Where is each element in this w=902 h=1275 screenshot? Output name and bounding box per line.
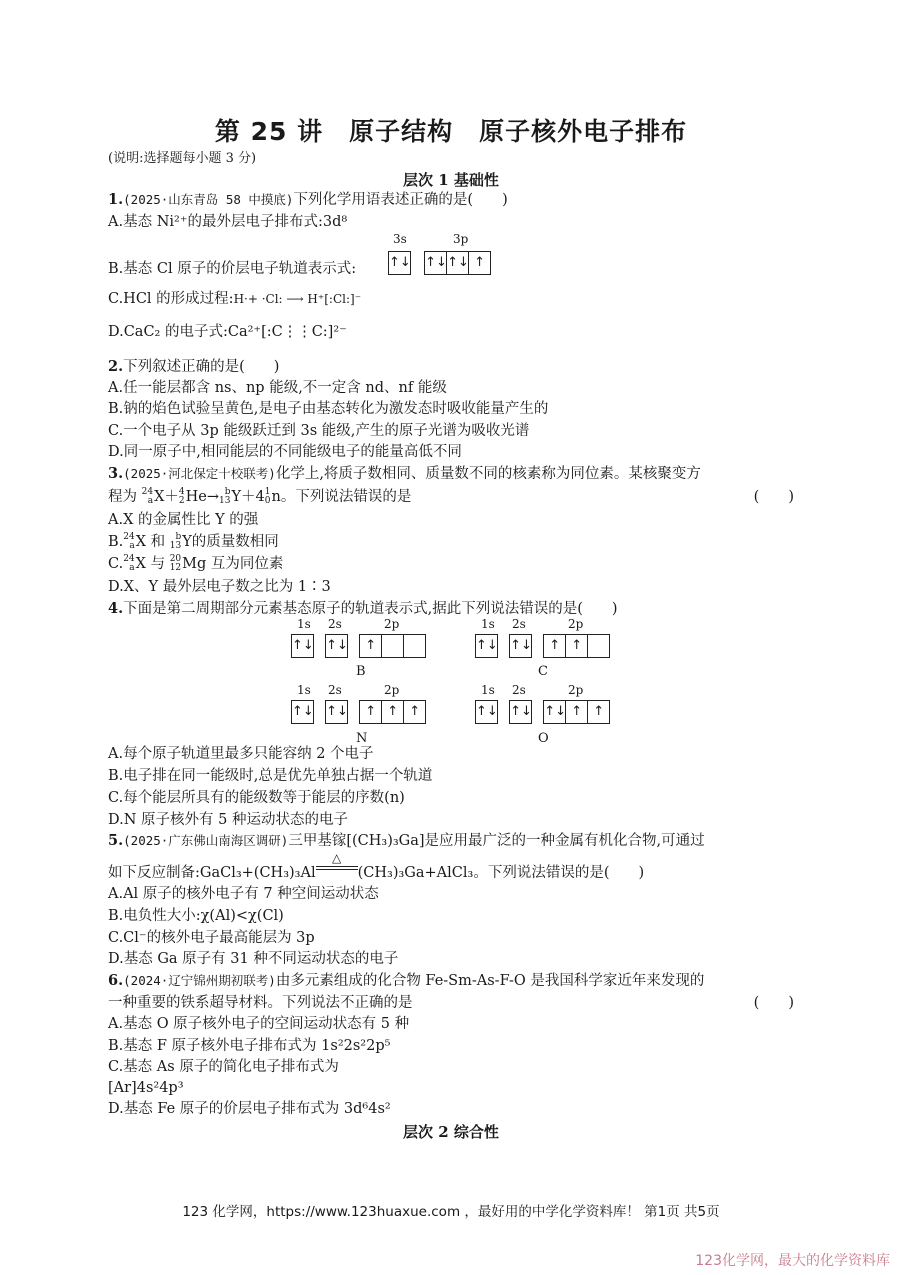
- orbital-box: ↑↓: [389, 255, 411, 270]
- q6-option-c-cont: [Ar]4s²4p³: [108, 1080, 184, 1096]
- orbital-label: 2p: [384, 683, 400, 697]
- element-label-n: N: [356, 731, 368, 746]
- page-title: 第 25 讲 原子结构 原子核外电子排布: [214, 117, 688, 146]
- element-label-o: O: [538, 731, 549, 746]
- question-3-stem-line2: 程为 24 aX＋4 2He→ b 13Y＋41 0n。下列说法错误的是 ( ): [108, 487, 794, 506]
- q3-option-b: B.24 aX 和 b 13Y的质量数相同: [108, 532, 279, 551]
- question-6-stem: 6.(2024·辽宁锦州期初联考)由多元素组成的化合物 Fe-Sm-As-F-O 是我国科学家近年来发现的: [108, 972, 705, 989]
- orbital-box: ↑: [409, 704, 421, 719]
- q1-orbital-diagram: [388, 251, 491, 275]
- q1-label-3s: 3s: [393, 232, 407, 246]
- orbital-box: ↑↓: [476, 704, 498, 719]
- q2-option-c: C.一个电子从 3p 能级跃迁到 3s 能级,产生的原子光谱为吸收光谱: [108, 423, 530, 439]
- orbital-box: ↑: [566, 701, 588, 723]
- orbital-label: 2p: [384, 617, 400, 631]
- element-label-c: C: [538, 664, 548, 679]
- page-footer: 123 化学网，https://www.123huaxue.com ，最好用的中学化学资料库！ 第1页 共5页: [182, 1204, 720, 1220]
- q3-option-a: A.X 的金属性比 Y 的强: [108, 512, 259, 528]
- q2-option-b: B.钠的焰色试验呈黄色,是电子由基态转化为激发态时吸收能量产生的: [108, 401, 549, 417]
- q3-option-d: D.X、Y 最外层电子数之比为 1∶3: [108, 579, 331, 595]
- question-4-stem: 4.下面是第二周期部分元素基态原子的轨道表示式,据此下列说法错误的是( ): [108, 600, 618, 617]
- answer-paren: ( ): [753, 995, 794, 1011]
- q1-option-c: C.HCl 的形成过程:H·+ ·Cl: ⟶ H⁺[:Cl:]⁻: [108, 291, 362, 307]
- orbital-box: ↑↓: [510, 638, 532, 653]
- orbital-diagram-o: [475, 700, 610, 724]
- orbital-box: ↑↓: [544, 701, 566, 723]
- orbital-box: ↑: [360, 701, 382, 723]
- q3-option-c: C.24 aX 与 20 12Mg 互为同位素: [108, 554, 284, 573]
- q1-label-3p: 3p: [453, 232, 469, 246]
- orbital-box: [382, 635, 404, 657]
- q5-option-c: C.Cl⁻的核外电子最高能层为 3p: [108, 930, 315, 946]
- q4-option-a: A.每个原子轨道里最多只能容纳 2 个电子: [108, 746, 374, 762]
- orbital-label: 2s: [512, 617, 526, 631]
- q5-option-d: D.基态 Ga 原子有 31 种不同运动状态的电子: [108, 951, 399, 967]
- orbital-box: ↑: [474, 255, 486, 270]
- orbital-label: 2p: [568, 617, 584, 631]
- orbital-box: ↑: [382, 701, 404, 723]
- orbital-box: [588, 635, 609, 657]
- orbital-box: ↑↓: [292, 638, 314, 653]
- q1-option-a: A.基态 Ni²⁺的最外层电子排布式:3d⁸: [108, 214, 348, 230]
- q6-option-c: C.基态 As 原子的简化电子排布式为: [108, 1059, 339, 1075]
- orbital-box: ↑: [544, 635, 566, 657]
- orbital-box: ↑↓: [425, 252, 447, 274]
- orbital-label: 2s: [512, 683, 526, 697]
- orbital-box: ↑↓: [447, 252, 469, 274]
- question-1-stem: 1.(2025·山东青岛 58 中摸底)下列化学用语表述正确的是( ): [108, 191, 508, 208]
- question-6-stem-line2: 一种重要的铁系超导材料。下列说法不正确的是 ( ): [108, 995, 794, 1011]
- q4-option-d: D.N 原子核外有 5 种运动状态的电子: [108, 812, 348, 828]
- orbital-diagram-n: [291, 700, 426, 724]
- score-note: (说明:选择题每小题 3 分): [108, 151, 257, 166]
- orbital-label: 1s: [481, 683, 495, 697]
- watermark: 123化学网，最大的化学资料库: [695, 1253, 890, 1269]
- orbital-box: ↑↓: [510, 704, 532, 719]
- q5-option-a: A.Al 原子的核外电子有 7 种空间运动状态: [108, 886, 379, 902]
- hcl-formation-formula: H·+ ·Cl: ⟶ H⁺[:Cl:]⁻: [233, 292, 362, 306]
- heat-symbol: △: [331, 851, 342, 865]
- answer-paren: ( ): [753, 489, 794, 505]
- section-heading-basic: 层次 1 基础性: [403, 171, 499, 189]
- q1-option-d: D.CaC₂ 的电子式:Ca²⁺[:C⋮⋮C:]²⁻: [108, 324, 347, 340]
- orbital-box: ↑↓: [292, 704, 314, 719]
- orbital-label: 1s: [297, 617, 311, 631]
- section-heading-comprehensive: 层次 2 综合性: [403, 1123, 499, 1141]
- question-3-stem: 3.(2025·河北保定十校联考)化学上,将质子数相同、质量数不同的核素称为同位素。某核聚变方: [108, 465, 701, 482]
- orbital-box: ↑↓: [326, 638, 348, 653]
- orbital-label: 2s: [328, 683, 342, 697]
- q1-option-b: B.基态 Cl 原子的价层电子轨道表示式:: [108, 261, 357, 277]
- orbital-box: ↑: [360, 635, 382, 657]
- question-5-stem: 5.(2025·广东佛山南海区调研)三甲基镓[(CH₃)₃Ga]是应用最广泛的一种金属有机化合物,可通过: [108, 832, 705, 849]
- orbital-label: 1s: [481, 617, 495, 631]
- orbital-diagram-c: [475, 634, 610, 658]
- q6-option-a: A.基态 O 原子核外电子的空间运动状态有 5 种: [108, 1016, 410, 1032]
- q2-option-a: A.任一能层都含 ns、np 能级,不一定含 nd、nf 能级: [108, 380, 447, 396]
- orbital-label: 1s: [297, 683, 311, 697]
- question-2-stem: 2.下列叙述正确的是( ): [108, 358, 280, 375]
- orbital-box: ↑↓: [326, 704, 348, 719]
- element-label-b: B: [356, 664, 366, 679]
- orbital-box: [404, 635, 425, 657]
- orbital-label: 2s: [328, 617, 342, 631]
- q4-option-b: B.电子排在同一能级时,总是优先单独占据一个轨道: [108, 768, 433, 784]
- q6-option-b: B.基态 F 原子核外电子排布式为 1s²2s²2p⁵: [108, 1038, 391, 1054]
- question-5-stem-line2: 如下反应制备:GaCl₃+(CH₃)₃Al △ (CH₃)₃Ga+AlCl₃。下列说法错误的是( ): [108, 863, 644, 883]
- orbital-box: ↑: [593, 704, 605, 719]
- q2-option-d: D.同一原子中,相同能层的不同能级电子的能量高低不同: [108, 444, 462, 460]
- q6-option-d: D.基态 Fe 原子的价层电子排布式为 3d⁶4s²: [108, 1101, 391, 1117]
- orbital-box: ↑↓: [476, 638, 498, 653]
- orbital-diagram-b: [291, 634, 426, 658]
- orbital-box: ↑: [566, 635, 588, 657]
- orbital-label: 2p: [568, 683, 584, 697]
- q4-option-c: C.每个能层所具有的能级数等于能层的序数(n): [108, 790, 405, 806]
- q5-option-b: B.电负性大小:χ(Al)<χ(Cl): [108, 908, 284, 924]
